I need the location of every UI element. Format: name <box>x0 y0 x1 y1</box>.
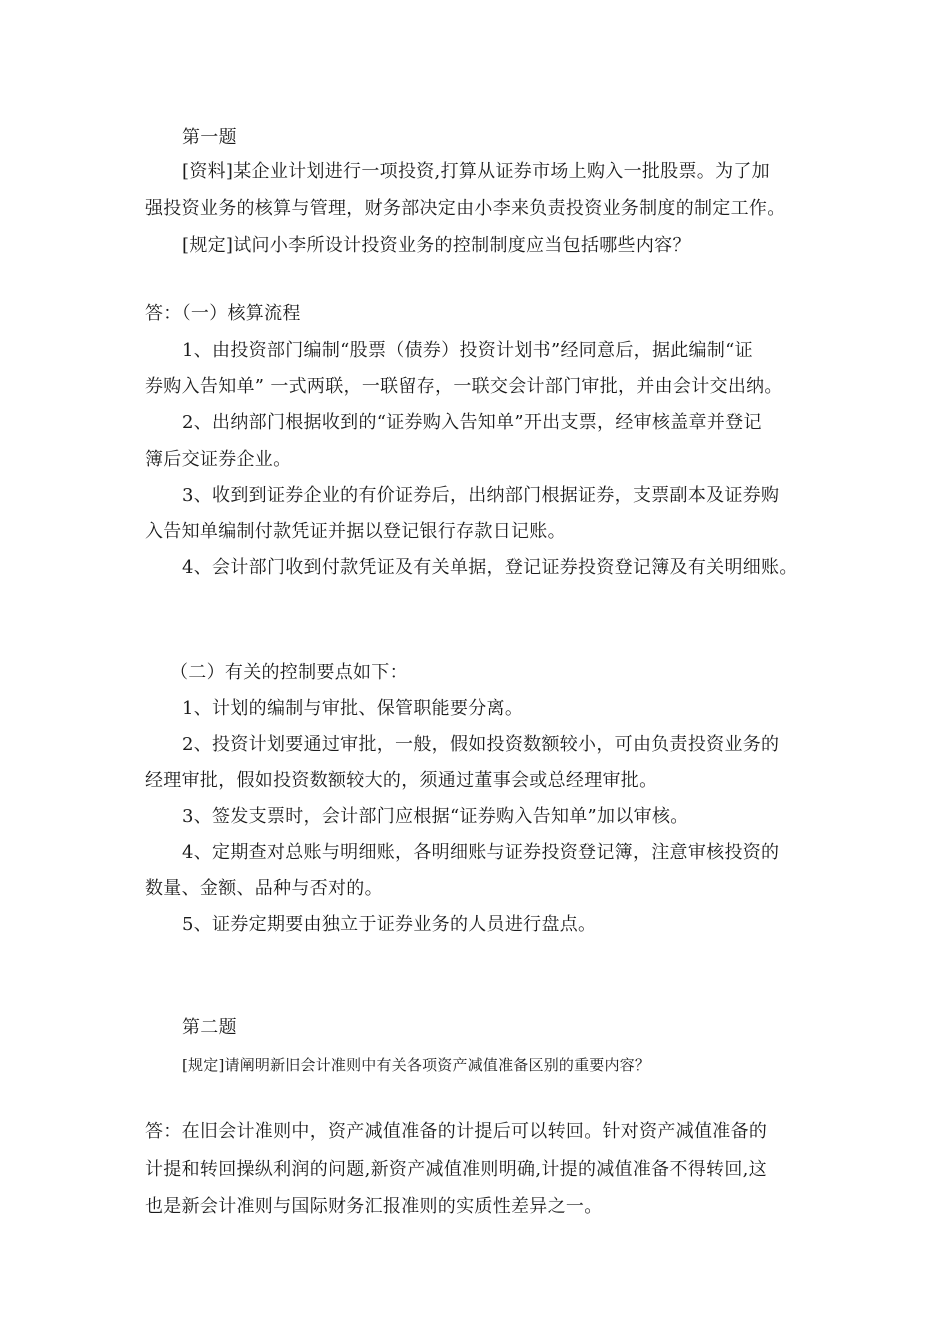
control-line: 经理审批，假如投资数额较大的，须通过董事会或总经理审批。 <box>145 770 658 791</box>
flow-line: 4、会计部门收到付款凭证及有关单据，登记证券投资登记簿及有关明细账。 <box>182 557 798 578</box>
flow-line: 入告知单编制付款凭证并据以登记银行存款日记账。 <box>145 521 566 542</box>
control-heading: （二）有关的控制要点如下： <box>170 662 408 683</box>
control-line: 3、签发支票时，会计部门应根据“证券购入告知单”加以审核。 <box>182 806 689 827</box>
control-line: 1、计划的编制与审批、保管职能要分离。 <box>182 698 524 719</box>
answer1-heading: 答：（一）核算流程 <box>145 303 301 324</box>
flow-line: 3、收到到证券企业的有价证券后，出纳部门根据证券，支票副本及证券购 <box>182 485 780 506</box>
answer2-line: 计提和转回操纵利润的问题,新资产减值准则明确,计提的减值准备不得转回,这 <box>145 1159 767 1180</box>
q1-material-line-2: 强投资业务的核算与管理，财务部决定由小李来负责投资业务制度的制定工作。 <box>145 198 786 219</box>
q1-material-line-1: [资料]某企业计划进行一项投资,打算从证券市场上购入一批股票。为了加 <box>182 161 770 182</box>
control-line: 4、定期查对总账与明细账，各明细账与证券投资登记簿，注意审核投资的 <box>182 842 780 863</box>
q2-title: 第二题 <box>182 1017 237 1038</box>
control-line: 5、证券定期要由独立于证券业务的人员进行盘点。 <box>182 914 597 935</box>
flow-line: 1、由投资部门编制“股票（债券）投资计划书”经同意后，据此编制“证 <box>182 340 753 361</box>
flow-line: 券购入告知单” 一式两联，一联留存，一联交会计部门审批，并由会计交出纳。 <box>145 376 783 397</box>
flow-line: 簿后交证券企业。 <box>145 449 292 470</box>
q1-rule: [规定]试问小李所设计投资业务的控制制度应当包括哪些内容？ <box>182 235 691 256</box>
control-line: 2、投资计划要通过审批，一般，假如投资数额较小，可由负责投资业务的 <box>182 734 780 755</box>
answer2-line: 也是新会计准则与国际财务汇报准则的实质性差异之一。 <box>145 1196 603 1217</box>
flow-line: 2、出纳部门根据收到的“证券购入告知单”开出支票，经审核盖章并登记 <box>182 412 762 433</box>
control-line: 数量、金额、品种与否对的。 <box>145 878 383 899</box>
answer2-line: 答：在旧会计准则中，资产减值准备的计提后可以转回。针对资产减值准备的 <box>145 1121 768 1142</box>
q2-rule: [规定]请阐明新旧会计准则中有关各项资产减值准备区别的重要内容？ <box>182 1056 651 1074</box>
q1-title: 第一题 <box>182 127 237 148</box>
